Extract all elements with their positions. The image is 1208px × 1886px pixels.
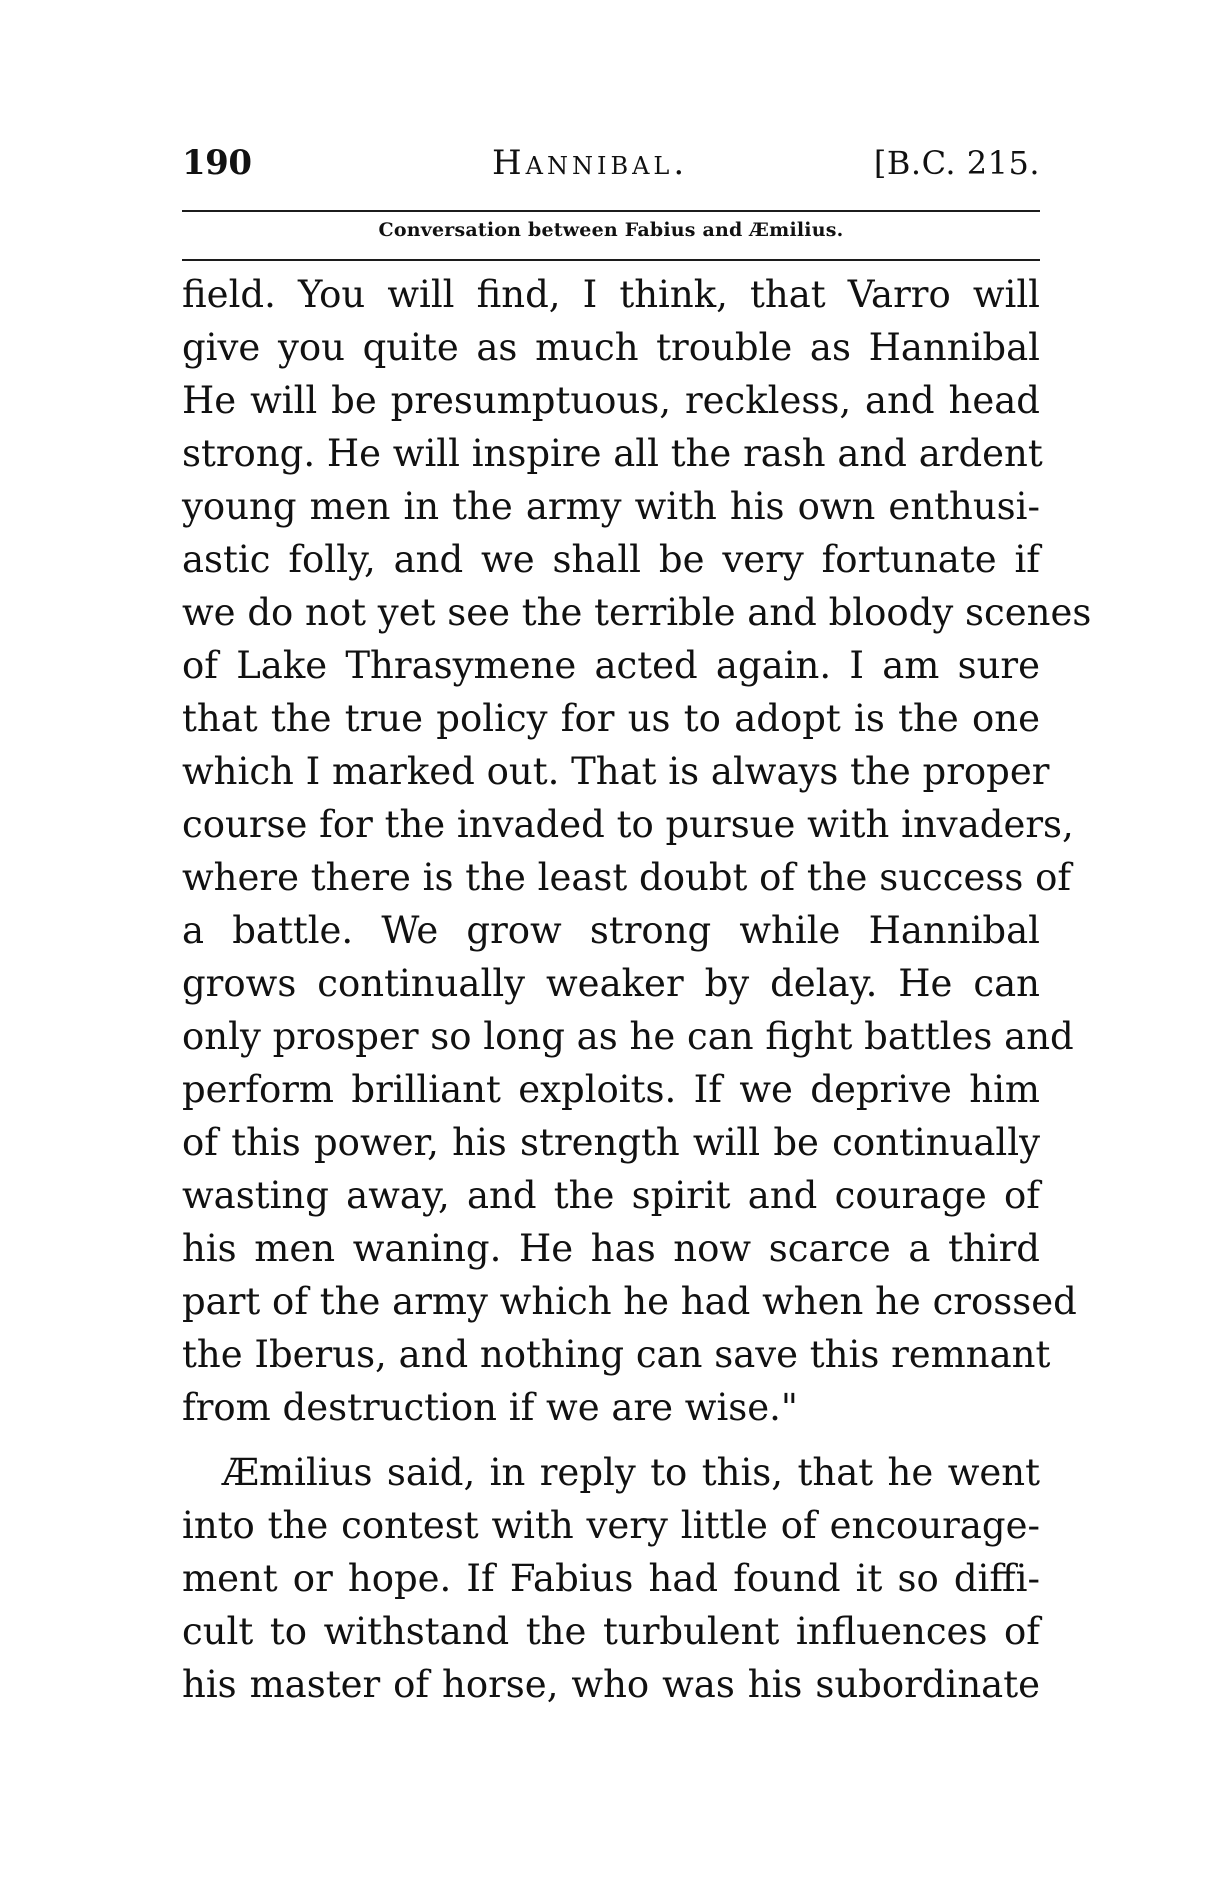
date-label: [B.C. 215. <box>873 144 1040 182</box>
text-line: of this power, his strength will be continually <box>182 1121 1040 1164</box>
text-line: He will be presumptuous, reckless, and head <box>182 379 1040 422</box>
header-divider <box>182 210 1040 212</box>
running-title: Hannibal. <box>492 143 689 183</box>
text-line: part of the army which he had when he crossed <box>182 1280 1077 1323</box>
text-line: from destruction if we are wise." <box>182 1386 798 1429</box>
heading-divider <box>182 259 1040 261</box>
text-line: only prosper so long as he can fight battles and <box>182 1015 1074 1058</box>
text-line: which I marked out. That is always the proper <box>182 750 1050 793</box>
page-body <box>182 268 1092 1711</box>
text-line: astic folly, and we shall be very fortunate if <box>182 538 1040 581</box>
text-line: ment or hope. If Fabius had found it so diffi- <box>182 1557 1040 1600</box>
text-line: where there is the least doubt of the success of <box>182 856 1072 899</box>
text-line: perform brilliant exploits. If we deprive him <box>182 1068 1040 1111</box>
paragraph-gap <box>182 1434 1040 1446</box>
text-line: the Iberus, and nothing can save this remnant <box>182 1333 1051 1376</box>
text-line: of Lake Thrasymene acted again. I am sure <box>182 644 1040 687</box>
text-line: we do not yet see the terrible and bloody scenes <box>182 591 1092 634</box>
text-line: strong. He will inspire all the rash and ardent <box>182 432 1043 475</box>
text-line: into the contest with very little of encourage- <box>182 1504 1040 1547</box>
text-line: give you quite as much trouble as Hannibal <box>182 326 1040 369</box>
text-line: cult to withstand the turbulent influences of <box>182 1610 1040 1653</box>
text-line: his men waning. He has now scarce a third <box>182 1227 1040 1270</box>
page-header <box>182 140 1040 186</box>
text-line: field. You will find, I think, that Varro will <box>182 273 1040 316</box>
page-number: 190 <box>182 143 252 183</box>
text-line: a battle. We grow strong while Hannibal <box>182 909 1040 952</box>
text-line: wasting away, and the spirit and courage of <box>182 1174 1040 1217</box>
text-line: course for the invaded to pursue with invaders, <box>182 803 1074 846</box>
text-line: his master of horse, who was his subordinate <box>182 1663 1040 1706</box>
text-line: that the true policy for us to adopt is the one <box>182 697 1040 740</box>
text-line: grows continually weaker by delay. He can <box>182 962 1040 1005</box>
text-line: young men in the army with his own enthusi- <box>182 485 1040 528</box>
section-heading: Conversation between Fabius and Æmilius. <box>378 219 844 241</box>
text-line: Æmilius said, in reply to this, that he went <box>222 1451 1040 1494</box>
